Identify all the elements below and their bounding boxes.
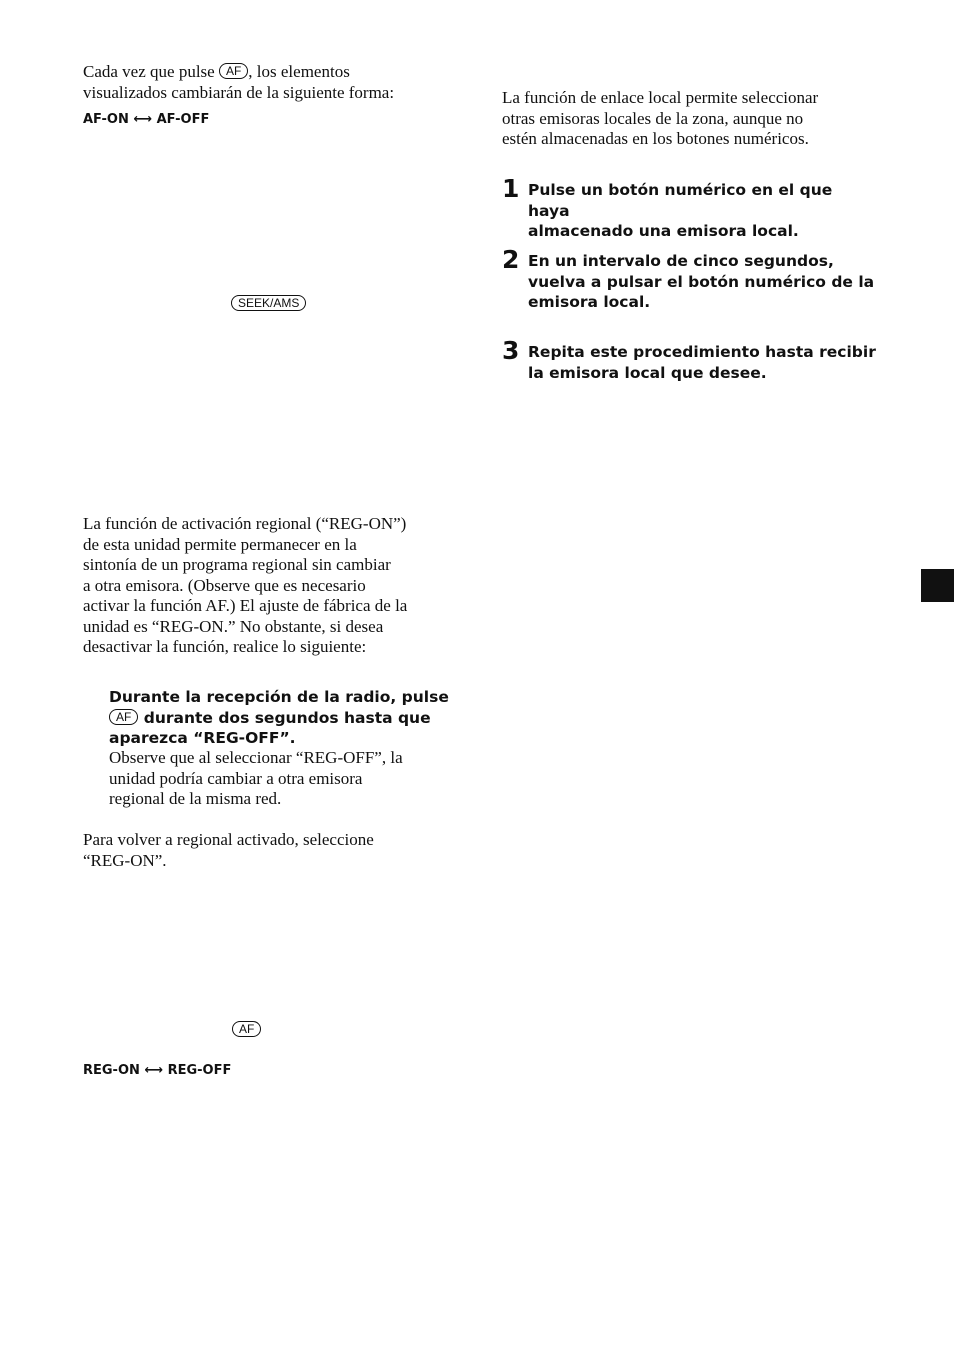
reg-off-label: REG-OFF <box>167 1063 232 1078</box>
af-intro <box>83 62 483 103</box>
intro-line-3: estén almacenadas en los botones numéricos. <box>502 129 809 148</box>
af-key-instruction: AF <box>109 709 138 725</box>
section-edge-tab <box>921 569 954 602</box>
step-2-line-1: En un intervalo de cinco segundos, <box>528 252 834 270</box>
intro-line-1: La función de enlace local permite seleccionar <box>502 88 819 107</box>
reg-off-instruction <box>109 687 479 749</box>
af-intro-text-1: Cada vez que pulse <box>83 62 215 81</box>
af-on-label: AF-ON <box>83 112 129 127</box>
double-arrow-icon: ⟷ <box>144 1063 164 1078</box>
regional-line-7: desactivar la función, realice lo siguiente: <box>83 637 367 656</box>
reg-on-label: REG-ON <box>83 1063 140 1078</box>
af-key-2: AF <box>232 1021 261 1037</box>
local-link-intro <box>502 88 902 150</box>
regional-paragraph <box>83 514 483 658</box>
step-1-line-2: almacenado una emisora local. <box>528 222 799 240</box>
af-off-label: AF-OFF <box>156 112 210 127</box>
regional-line-1: La función de activación regional (“REG-ON”) <box>83 514 407 533</box>
note-line-2: unidad podría cambiar a otra emisora <box>109 768 363 788</box>
instruction-line-1: Durante la recepción de la radio, pulse <box>109 688 449 706</box>
step-1-line-1: Pulse un botón numérico en el que haya <box>528 181 833 220</box>
af-intro-text-2: , los elementos <box>248 62 350 81</box>
af-key-wrapper-2 <box>232 1021 261 1040</box>
regional-line-3: sintonía de un programa regional sin cambiar <box>83 555 391 574</box>
step-3-line-1: Repita este procedimiento hasta recibir <box>528 343 876 361</box>
step-3-line-2: la emisora local que desee. <box>528 363 767 382</box>
regional-line-2: de esta unidad permite permanecer en la <box>83 534 357 554</box>
regional-line-6: unidad es “REG-ON.” No obstante, si desea <box>83 616 384 636</box>
return-paragraph <box>83 830 483 871</box>
seek-ams-key-wrapper <box>231 295 306 314</box>
step-2-line-3: emisora local. <box>528 293 651 311</box>
step-number: 2 <box>502 245 520 274</box>
step-2-line-2: vuelva a pulsar el botón numérico de la <box>528 272 875 291</box>
regional-line-5: activar la función AF.) El ajuste de fábrica de la <box>83 596 408 615</box>
step-number: 3 <box>502 336 520 365</box>
intro-line-2: otras emisoras locales de la zona, aunque no <box>502 108 804 128</box>
reg-toggle-sequence <box>83 1063 231 1079</box>
seek-ams-key: SEEK/AMS <box>231 295 306 311</box>
return-line-2: “REG-ON”. <box>83 850 167 870</box>
reg-off-note <box>109 748 479 810</box>
return-line-1: Para volver a regional activado, seleccione <box>83 830 374 849</box>
instruction-line-2: durante dos segundos hasta que <box>143 708 431 727</box>
step-number: 1 <box>502 174 520 203</box>
af-intro-text-3: visualizados cambiarán de la siguiente forma: <box>83 82 395 102</box>
regional-line-4: a otra emisora. (Observe que es necesario <box>83 575 366 595</box>
note-line-3: regional de la misma red. <box>109 789 282 808</box>
instruction-line-3: aparezca “REG-OFF”. <box>109 729 296 747</box>
af-key: AF <box>219 63 248 79</box>
af-toggle-sequence <box>83 112 209 128</box>
double-arrow-icon: ⟷ <box>133 112 153 127</box>
note-line-1: Observe que al seleccionar “REG-OFF”, la <box>109 748 403 767</box>
